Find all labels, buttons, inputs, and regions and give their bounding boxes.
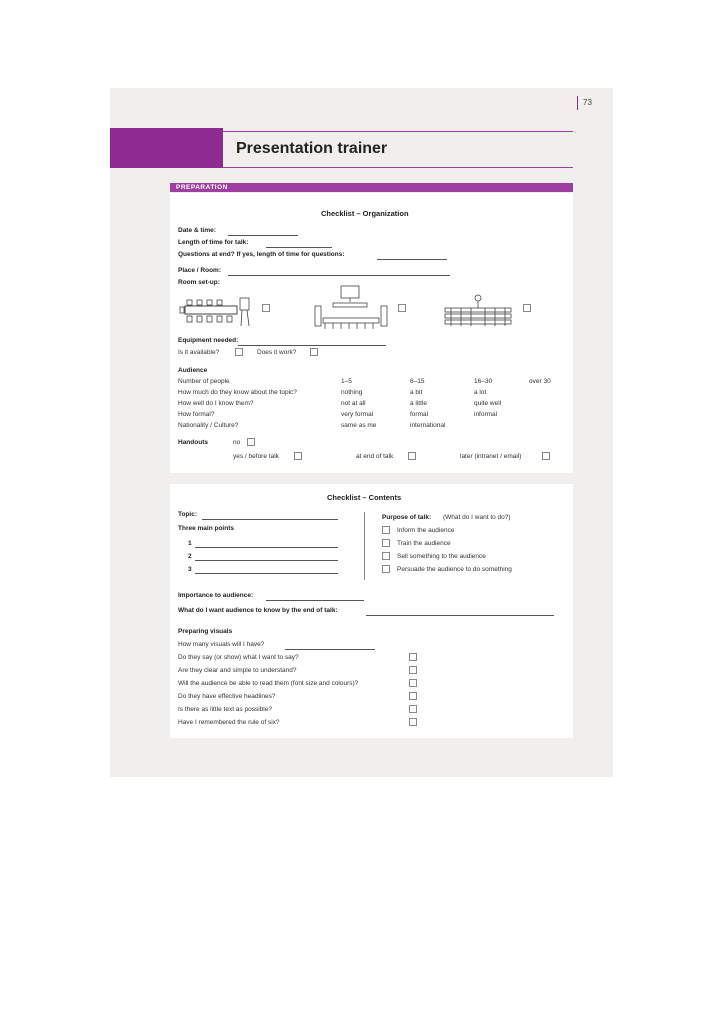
- visual-checkbox[interactable]: [409, 705, 417, 713]
- visual-check-label: Do they have effective headlines?: [178, 693, 276, 700]
- audience-option: quite well: [474, 400, 502, 407]
- know-by-end-label: What do I want audience to know by the end of talk:: [178, 607, 338, 614]
- room-setup-label: Room set-up:: [178, 279, 220, 286]
- audience-option: international: [410, 422, 446, 429]
- visual-checkbox[interactable]: [409, 718, 417, 726]
- purpose-option: Inform the audience: [397, 527, 455, 534]
- topic-label: Topic:: [178, 511, 198, 518]
- point-number: 3: [188, 566, 192, 573]
- boardroom-checkbox[interactable]: [262, 304, 270, 312]
- boardroom-layout-icon: [179, 296, 253, 328]
- visual-check-label: Have I remembered the rule of six?: [178, 719, 280, 726]
- length-time-field[interactable]: [266, 247, 332, 248]
- importance-label: Importance to audience:: [178, 592, 254, 599]
- questions-label: Questions at end? If yes, length of time for questions:: [178, 251, 345, 258]
- contents-heading: Checklist – Contents: [327, 493, 402, 502]
- does-work-checkbox[interactable]: [310, 348, 318, 356]
- section-bar: [170, 183, 573, 192]
- how-many-visuals-field[interactable]: [285, 649, 375, 650]
- purpose-option: Sell something to the audience: [397, 553, 486, 560]
- theatre-checkbox[interactable]: [523, 304, 531, 312]
- handouts-later-label: later (intranet / email): [460, 453, 522, 460]
- visual-checkbox[interactable]: [409, 653, 417, 661]
- visual-checkbox[interactable]: [409, 666, 417, 674]
- point-number: 2: [188, 553, 192, 560]
- section-label: PREPARATION: [176, 184, 228, 191]
- audience-option: informal: [474, 411, 498, 418]
- audience-option: over 30: [529, 378, 551, 385]
- theatre-layout-icon: [441, 294, 515, 330]
- point-field[interactable]: [195, 573, 338, 574]
- importance-field[interactable]: [266, 600, 364, 601]
- page-number-divider: [577, 96, 578, 110]
- visual-check-label: Will the audience be able to read them (font size and colours)?: [178, 680, 359, 687]
- title-color-band: [110, 128, 223, 168]
- audience-option: 16–30: [474, 378, 493, 385]
- handouts-yes-label: yes / before talk: [233, 453, 279, 460]
- purpose-label: Purpose of talk:: [382, 514, 432, 521]
- audience-option: a lot: [474, 389, 487, 396]
- purpose-checkbox[interactable]: [382, 539, 390, 547]
- purpose-checkbox[interactable]: [382, 565, 390, 573]
- organization-heading: Checklist – Organization: [321, 209, 409, 218]
- know-by-end-field[interactable]: [366, 615, 554, 616]
- point-field[interactable]: [195, 547, 338, 548]
- contents-divider: [364, 512, 365, 580]
- audience-heading: Audience: [178, 367, 208, 374]
- handouts-yes-checkbox[interactable]: [294, 452, 302, 460]
- questions-field[interactable]: [377, 259, 447, 260]
- purpose-option: Train the audience: [397, 540, 451, 547]
- audience-option: very formal: [341, 411, 374, 418]
- audience-row-label: How formal?: [178, 411, 215, 418]
- is-available-label: Is it available?: [178, 349, 220, 356]
- is-available-checkbox[interactable]: [235, 348, 243, 356]
- audience-row-label: Nationality / Culture?: [178, 422, 239, 429]
- page-title: Presentation trainer: [236, 140, 388, 157]
- purpose-question: (What do I want to do?): [443, 514, 511, 521]
- does-work-label: Does it work?: [257, 349, 297, 356]
- topic-field[interactable]: [202, 519, 338, 520]
- audience-option: 6–15: [410, 378, 425, 385]
- title-rule-bottom: [223, 167, 573, 168]
- length-time-label: Length of time for talk:: [178, 239, 249, 246]
- date-time-field[interactable]: [228, 235, 298, 236]
- audience-row-label: How well do I know them?: [178, 400, 254, 407]
- visuals-heading: Preparing visuals: [178, 628, 233, 635]
- audience-option: formal: [410, 411, 429, 418]
- date-time-label: Date & time:: [178, 227, 216, 234]
- handouts-end-checkbox[interactable]: [408, 452, 416, 460]
- audience-option: same as me: [341, 422, 377, 429]
- handouts-label: Handouts: [178, 439, 208, 446]
- audience-row-label: Number of people: [178, 378, 230, 385]
- purpose-checkbox[interactable]: [382, 552, 390, 560]
- handouts-end-label: at end of talk: [356, 453, 394, 460]
- point-field[interactable]: [195, 560, 338, 561]
- audience-option: a bit: [410, 389, 423, 396]
- point-number: 1: [188, 540, 192, 547]
- audience-row-label: How much do they know about the topic?: [178, 389, 297, 396]
- purpose-option: Persuade the audience to do something: [397, 566, 512, 573]
- how-many-visuals-label: How many visuals will I have?: [178, 641, 265, 648]
- place-room-field[interactable]: [228, 275, 450, 276]
- handouts-no-label: no: [233, 439, 241, 446]
- title-rule-top: [223, 131, 573, 132]
- visual-check-label: Are they clear and simple to understand?: [178, 667, 297, 674]
- visual-check-label: Do they say (or show) what I want to say?: [178, 654, 299, 661]
- u-shape-layout-icon: [311, 284, 391, 330]
- equipment-field[interactable]: [238, 345, 386, 346]
- handouts-later-checkbox[interactable]: [542, 452, 550, 460]
- visual-check-label: Is there as little text as possible?: [178, 706, 272, 713]
- audience-option: not at all: [341, 400, 366, 407]
- page-number: 73: [583, 98, 592, 107]
- audience-option: 1–5: [341, 378, 352, 385]
- equipment-label: Equipment needed:: [178, 337, 239, 344]
- visual-checkbox[interactable]: [409, 692, 417, 700]
- audience-option: a little: [410, 400, 427, 407]
- three-points-label: Three main points: [178, 525, 234, 532]
- place-room-label: Place / Room:: [178, 267, 221, 274]
- audience-option: nothing: [341, 389, 363, 396]
- u-shape-checkbox[interactable]: [398, 304, 406, 312]
- handouts-no-checkbox[interactable]: [247, 438, 255, 446]
- visual-checkbox[interactable]: [409, 679, 417, 687]
- purpose-checkbox[interactable]: [382, 526, 390, 534]
